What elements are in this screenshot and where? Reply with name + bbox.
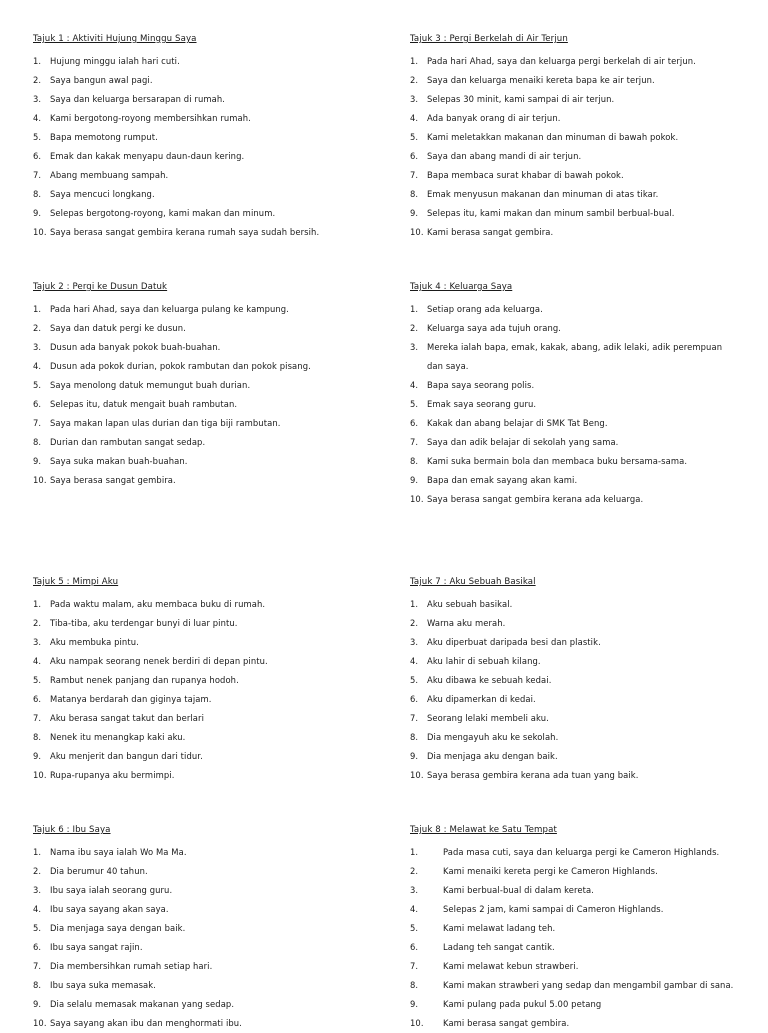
item-text: Kami melawat kebun strawberi.: [443, 961, 579, 971]
list-item: [33, 690, 378, 709]
item-number: 6.: [33, 694, 42, 704]
list-item: [33, 709, 378, 728]
item-text: Dia menjaga aku dengan baik.: [427, 751, 558, 761]
item-text: Kami melawat ladang teh.: [443, 923, 556, 933]
item-number: 4.: [410, 904, 419, 914]
list-item: [410, 109, 740, 128]
list-item: [410, 128, 740, 147]
item-text: Bapa dan emak sayang akan kami.: [427, 475, 578, 485]
list-item: [33, 843, 378, 862]
list-item: [410, 595, 740, 614]
item-text: Selepas itu, datuk mengait buah rambutan.: [50, 399, 238, 409]
item-text: Bapa membaca surat khabar di bawah pokok.: [427, 170, 624, 180]
item-number: 10.: [410, 770, 424, 780]
item-number: 6.: [33, 151, 42, 161]
list-item: [410, 338, 740, 376]
item-text: Dia selalu memasak makanan yang sedap.: [50, 999, 235, 1009]
item-text: Aku berasa sangat takut dan berlari: [50, 713, 205, 723]
sentence-list: [410, 595, 740, 785]
item-number: 10.: [410, 494, 424, 504]
item-text: Ladang teh sangat cantik.: [443, 942, 555, 952]
sentence-list: [410, 300, 740, 509]
item-text: Saya berasa sangat gembira kerana ada keluarga.: [427, 494, 644, 504]
item-text: Saya dan abang mandi di air terjun.: [427, 151, 582, 161]
item-text: Ibu saya sayang akan saya.: [50, 904, 169, 914]
item-number: 3.: [33, 885, 42, 895]
item-number: 9.: [33, 208, 42, 218]
list-item: [33, 995, 378, 1014]
item-number: 1.: [410, 56, 419, 66]
item-number: 8.: [33, 189, 42, 199]
list-item: [33, 766, 378, 785]
item-number: 7.: [410, 961, 419, 971]
item-text: Aku dibawa ke sebuah kedai.: [427, 675, 552, 685]
list-item: [410, 452, 740, 471]
list-item: [410, 52, 740, 71]
item-text: Pada hari Ahad, saya dan keluarga pergi berkelah di air terjun.: [427, 56, 696, 66]
list-item: [33, 338, 378, 357]
list-item: [33, 414, 378, 433]
item-number: 7.: [410, 170, 419, 180]
list-item: [410, 147, 740, 166]
sentence-list: [410, 843, 740, 1033]
item-text: Kami makan strawberi yang sedap dan mengambil gambar di sana.: [443, 980, 734, 990]
item-number: 2.: [33, 618, 42, 628]
topic-title: Tajuk 7 : Aku Sebuah Basikal: [410, 577, 536, 587]
list-item: [33, 595, 378, 614]
list-item: [33, 633, 378, 652]
item-text: Saya dan adik belajar di sekolah yang sama.: [427, 437, 619, 447]
item-text: Bapa saya seorang polis.: [427, 380, 535, 390]
item-text: Kami berasa sangat gembira.: [427, 227, 554, 237]
list-item: [33, 881, 378, 900]
item-text: Emak saya seorang guru.: [427, 399, 537, 409]
item-number: 4.: [410, 380, 419, 390]
item-text: Aku nampak seorang nenek berdiri di depan pintu.: [50, 656, 268, 666]
list-item: [410, 919, 740, 938]
item-text: Saya berasa sangat gembira.: [50, 475, 176, 485]
item-number: 3.: [410, 637, 419, 647]
topic-section: [410, 576, 740, 785]
item-number: 9.: [33, 999, 42, 1009]
sentence-list: [33, 52, 378, 242]
item-text: Kami menaiki kereta pergi ke Cameron Highlands.: [443, 866, 658, 876]
item-text: Kami meletakkan makanan dan minuman di bawah pokok.: [427, 132, 679, 142]
item-text: Setiap orang ada keluarga.: [427, 304, 543, 314]
item-number: 8.: [410, 456, 419, 466]
item-text: Warna aku merah.: [427, 618, 506, 628]
list-item: [410, 376, 740, 395]
item-number: 10.: [33, 475, 47, 485]
item-text: Aku diperbuat daripada besi dan plastik.: [427, 637, 601, 647]
list-item: [33, 652, 378, 671]
item-text: Nama ibu saya ialah Wo Ma Ma.: [50, 847, 187, 857]
item-text: Saya menolong datuk memungut buah durian.: [50, 380, 251, 390]
item-text: Aku dipamerkan di kedai.: [427, 694, 536, 704]
item-number: 6.: [33, 399, 42, 409]
list-item: [33, 357, 378, 376]
item-text: Rupa-rupanya aku bermimpi.: [50, 770, 175, 780]
list-item: [33, 728, 378, 747]
list-item: [410, 938, 740, 957]
list-item: [410, 976, 740, 995]
list-item: [410, 395, 740, 414]
list-item: [410, 671, 740, 690]
topic-title: Tajuk 8 : Melawat ke Satu Tempat: [410, 825, 557, 835]
list-item: [33, 957, 378, 976]
item-number: 3.: [33, 94, 42, 104]
list-item: [33, 395, 378, 414]
topic-title: Tajuk 2 : Pergi ke Dusun Datuk: [33, 282, 168, 292]
list-item: [410, 766, 740, 785]
list-item: [33, 71, 378, 90]
sentence-list: [410, 52, 740, 242]
item-number: 7.: [33, 170, 42, 180]
list-item: [33, 204, 378, 223]
item-number: 2.: [33, 866, 42, 876]
item-number: 9.: [410, 999, 419, 1009]
list-item: [410, 166, 740, 185]
item-number: 2.: [33, 75, 42, 85]
sentence-list: [33, 300, 378, 490]
item-text: Selepas bergotong-royong, kami makan dan minum.: [50, 208, 276, 218]
item-number: 10.: [410, 1018, 424, 1028]
list-item: [410, 223, 740, 242]
item-text: Saya bangun awal pagi.: [50, 75, 153, 85]
list-item: [410, 490, 740, 509]
item-text: Aku membuka pintu.: [50, 637, 139, 647]
item-number: 5.: [33, 380, 42, 390]
item-text: Saya suka makan buah-buahan.: [50, 456, 188, 466]
topic-section: [33, 281, 378, 490]
item-text: Emak menyusun makanan dan minuman di atas tikar.: [427, 189, 659, 199]
item-text: Saya dan keluarga menaiki kereta bapa ke air terjun.: [427, 75, 655, 85]
item-number: 5.: [410, 675, 419, 685]
item-number: 5.: [33, 675, 42, 685]
list-item: [33, 376, 378, 395]
item-number: 8.: [33, 732, 42, 742]
item-text: Dusun ada pokok durian, pokok rambutan dan pokok pisang.: [50, 361, 311, 371]
item-text: Seorang lelaki membeli aku.: [427, 713, 549, 723]
item-number: 6.: [33, 942, 42, 952]
item-text: Ibu saya ialah seorang guru.: [50, 885, 173, 895]
item-number: 2.: [410, 618, 419, 628]
item-number: 1.: [410, 847, 419, 857]
item-text: Ibu saya suka memasak.: [50, 980, 156, 990]
list-item: [410, 900, 740, 919]
list-item: [33, 747, 378, 766]
item-number: 6.: [410, 151, 419, 161]
item-number: 4.: [410, 113, 419, 123]
topic-title: Tajuk 5 : Mimpi Aku: [33, 577, 119, 587]
list-item: [33, 976, 378, 995]
list-item: [33, 166, 378, 185]
item-number: 9.: [33, 456, 42, 466]
item-text: Abang membuang sampah.: [50, 170, 169, 180]
list-item: [33, 900, 378, 919]
item-text: Saya berasa sangat gembira kerana rumah saya sudah bersih.: [50, 227, 320, 237]
item-text: Kami berbual-bual di dalam kereta.: [443, 885, 595, 895]
item-text: Dia berumur 40 tahun.: [50, 866, 148, 876]
item-number: 1.: [33, 847, 42, 857]
list-item: [410, 843, 740, 862]
item-number: 1.: [33, 56, 42, 66]
item-text: Saya dan datuk pergi ke dusun.: [50, 323, 186, 333]
item-text: Saya sayang akan ibu dan menghormati ibu.: [50, 1018, 242, 1028]
list-item: [410, 709, 740, 728]
list-item: [33, 128, 378, 147]
item-text: Pada hari Ahad, saya dan keluarga pulang ke kampung.: [50, 304, 289, 314]
item-number: 5.: [33, 132, 42, 142]
item-number: 8.: [33, 437, 42, 447]
item-text: Kami pulang pada pukul 5.00 petang: [443, 999, 602, 1009]
topic-title: Tajuk 6 : Ibu Saya: [33, 825, 111, 835]
topic-title: Tajuk 3 : Pergi Berkelah di Air Terjun: [410, 34, 568, 44]
item-text: Tiba-tiba, aku terdengar bunyi di luar pintu.: [50, 618, 238, 628]
item-number: 5.: [410, 132, 419, 142]
list-item: [410, 185, 740, 204]
item-text: Hujung minggu ialah hari cuti.: [50, 56, 180, 66]
item-text: Dia menjaga saya dengan baik.: [50, 923, 186, 933]
item-number: 3.: [410, 885, 419, 895]
list-item: [410, 728, 740, 747]
list-item: [410, 90, 740, 109]
item-text: Bapa memotong rumput.: [50, 132, 158, 142]
list-item: [410, 614, 740, 633]
item-text: Aku lahir di sebuah kilang.: [427, 656, 541, 666]
list-item: [33, 300, 378, 319]
item-number: 5.: [410, 923, 419, 933]
list-item: [410, 471, 740, 490]
topic-title: Tajuk 4 : Keluarga Saya: [410, 282, 513, 292]
item-number: 4.: [33, 904, 42, 914]
item-text: Rambut nenek panjang dan rupanya hodoh.: [50, 675, 239, 685]
list-item: [410, 690, 740, 709]
list-item: [33, 452, 378, 471]
item-number: 8.: [410, 189, 419, 199]
item-number: 9.: [33, 751, 42, 761]
item-text: Ada banyak orang di air terjun.: [427, 113, 561, 123]
list-item: [33, 52, 378, 71]
item-text: Nenek itu menangkap kaki aku.: [50, 732, 186, 742]
item-number: 7.: [410, 713, 419, 723]
list-item: [410, 862, 740, 881]
item-number: 8.: [33, 980, 42, 990]
item-text: Matanya berdarah dan giginya tajam.: [50, 694, 212, 704]
item-number: 6.: [410, 694, 419, 704]
item-number: 3.: [410, 342, 419, 352]
list-item: [410, 71, 740, 90]
item-number: 9.: [410, 475, 419, 485]
item-number: 9.: [410, 751, 419, 761]
item-text: Saya makan lapan ulas durian dan tiga biji rambutan.: [50, 418, 281, 428]
item-text: Saya mencuci longkang.: [50, 189, 155, 199]
item-number: 7.: [33, 713, 42, 723]
item-number: 1.: [33, 599, 42, 609]
list-item: [410, 995, 740, 1014]
list-item: [33, 319, 378, 338]
item-number: 2.: [410, 75, 419, 85]
item-number: 1.: [410, 599, 419, 609]
item-text: Durian dan rambutan sangat sedap.: [50, 437, 206, 447]
item-text: Mereka ialah bapa, emak, kakak, abang, adik lelaki, adik perempuan dan saya.: [427, 342, 723, 371]
list-item: [33, 919, 378, 938]
item-text: Keluarga saya ada tujuh orang.: [427, 323, 562, 333]
list-item: [410, 633, 740, 652]
item-number: 3.: [33, 637, 42, 647]
item-text: Dia membersihkan rumah setiap hari.: [50, 961, 213, 971]
item-number: 10.: [33, 1018, 47, 1028]
item-text: Emak dan kakak menyapu daun-daun kering.: [50, 151, 245, 161]
item-text: Saya berasa gembira kerana ada tuan yang baik.: [427, 770, 639, 780]
item-number: 10.: [33, 227, 47, 237]
list-item: [33, 862, 378, 881]
list-item: [33, 90, 378, 109]
list-item: [410, 204, 740, 223]
item-number: 6.: [410, 942, 419, 952]
list-item: [410, 319, 740, 338]
item-text: Aku sebuah basikal.: [427, 599, 513, 609]
list-item: [410, 300, 740, 319]
item-number: 6.: [410, 418, 419, 428]
item-number: 10.: [410, 227, 424, 237]
topic-section: [33, 33, 378, 242]
item-number: 8.: [410, 980, 419, 990]
topic-section: [410, 33, 740, 242]
item-text: Ibu saya sangat rajin.: [50, 942, 143, 952]
item-text: Kami bergotong-royong membersihkan rumah.: [50, 113, 251, 123]
item-number: 1.: [33, 304, 42, 314]
list-item: [33, 147, 378, 166]
topic-section: [410, 281, 740, 509]
sentence-list: [33, 843, 378, 1033]
item-number: 1.: [410, 304, 419, 314]
list-item: [33, 109, 378, 128]
item-number: 7.: [33, 961, 42, 971]
list-item: [33, 185, 378, 204]
list-item: [33, 614, 378, 633]
sentence-list: [33, 595, 378, 785]
item-number: 2.: [410, 323, 419, 333]
topic-title: Tajuk 1 : Aktiviti Hujung Minggu Saya: [33, 34, 197, 44]
list-item: [410, 433, 740, 452]
topic-section: [33, 576, 378, 785]
item-number: 4.: [410, 656, 419, 666]
item-number: 3.: [410, 94, 419, 104]
item-number: 9.: [410, 208, 419, 218]
item-text: Kakak dan abang belajar di SMK Tat Beng.: [427, 418, 608, 428]
item-text: Dia mengayuh aku ke sekolah.: [427, 732, 559, 742]
item-text: Saya dan keluarga bersarapan di rumah.: [50, 94, 226, 104]
item-text: Kami suka bermain bola dan membaca buku bersama-sama.: [427, 456, 688, 466]
item-number: 4.: [33, 113, 42, 123]
item-text: Kami berasa sangat gembira.: [443, 1018, 570, 1028]
item-text: Dusun ada banyak pokok buah-buahan.: [50, 342, 221, 352]
topic-section: [33, 824, 378, 1033]
list-item: [33, 471, 378, 490]
list-item: [33, 671, 378, 690]
list-item: [410, 747, 740, 766]
item-number: 8.: [410, 732, 419, 742]
item-text: Pada waktu malam, aku membaca buku di rumah.: [50, 599, 266, 609]
item-number: 7.: [410, 437, 419, 447]
item-text: Aku menjerit dan bangun dari tidur.: [50, 751, 203, 761]
topic-section: [410, 824, 740, 1033]
item-number: 2.: [33, 323, 42, 333]
item-number: 5.: [410, 399, 419, 409]
list-item: [33, 938, 378, 957]
item-number: 10.: [33, 770, 47, 780]
item-text: Selepas 30 minit, kami sampai di air terjun.: [427, 94, 615, 104]
list-item: [33, 433, 378, 452]
item-number: 4.: [33, 656, 42, 666]
item-number: 2.: [410, 866, 419, 876]
list-item: [410, 414, 740, 433]
list-item: [410, 881, 740, 900]
item-number: 7.: [33, 418, 42, 428]
item-number: 4.: [33, 361, 42, 371]
item-number: 3.: [33, 342, 42, 352]
list-item: [410, 957, 740, 976]
item-text: Selepas itu, kami makan dan minum sambil berbual-bual.: [427, 208, 675, 218]
list-item: [410, 652, 740, 671]
item-text: Selepas 2 jam, kami sampai di Cameron Highlands.: [443, 904, 664, 914]
list-item: [33, 223, 378, 242]
item-text: Pada masa cuti, saya dan keluarga pergi ke Cameron Highlands.: [443, 847, 720, 857]
item-number: 5.: [33, 923, 42, 933]
